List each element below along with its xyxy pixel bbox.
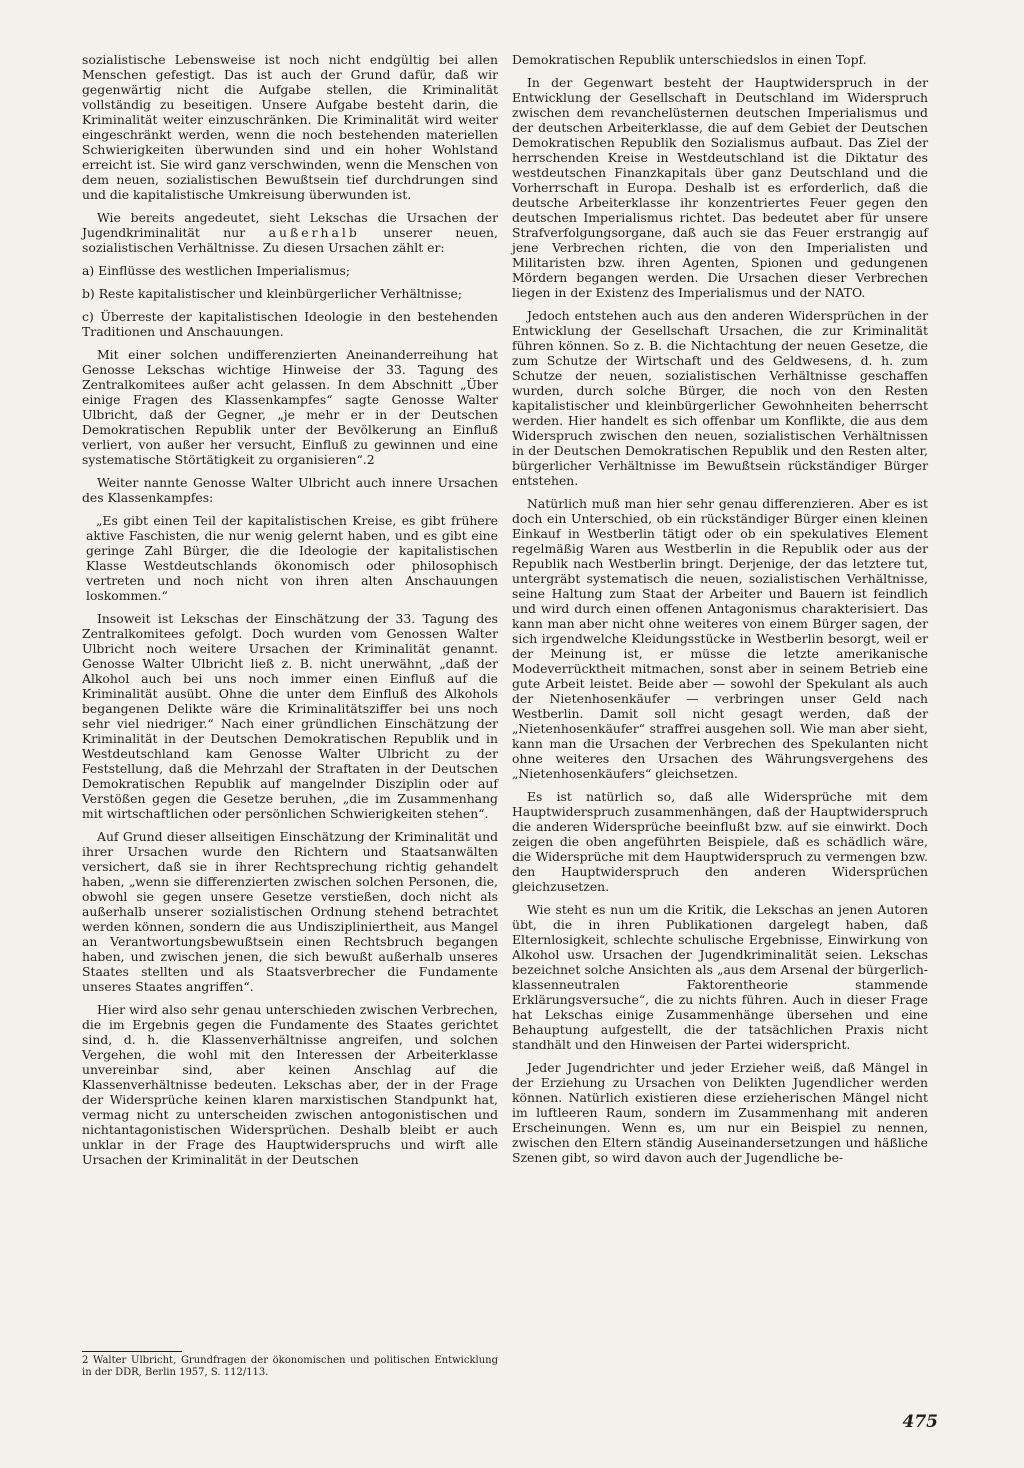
- paragraph: Mit einer solchen undifferenzierten Aneinanderreihung hat Genosse Lekschas wichtige Hinweise der 33. Tagung des Zentralkomitees außer acht gelassen. In dem Abschnitt „Über einige Fragen des Klassenkampfes“ sagte Genosse Walter Ulbricht, daß der Gegner, „je mehr er in der Deutschen Demokratischen Republik unter der Bevölkerung an Einfluß verliert, von außer her versucht, Einfluß zu gewinnen und eine systematische Störtätigkeit zu organisieren“.2: [82, 347, 498, 467]
- paragraph: sozialistische Lebensweise ist noch nicht endgültig bei allen Menschen gefestigt. Das ist auch der Grund dafür, daß wir gegenwärtig nicht die Aufgabe stellen, die Kriminalität vollständig zu beseitigen. Unsere Aufgabe besteht darin, die Kriminalität weiter einzuschränken. Die Kriminalität wird weiter eingeschränkt werden, wenn die noch bestehenden materiellen Schwierigkeiten überwunden sind und ein hoher Wohlstand erreicht ist. Sie wird ganz verschwinden, wenn die Menschen von dem neuen, sozialistischen Bewußtsein tief durchdrungen sind und die kapitalistische Umkreisung überwunden ist.: [82, 52, 498, 202]
- paragraph: In der Gegenwart besteht der Hauptwiderspruch in der Entwicklung der Gesellschaft in Deutschland im Widerspruch zwischen dem revanchelüsternen deutschen Imperialismus und der deutschen Arbeiterklasse, die auf dem Gebiet der Deutschen Demokratischen Republik den Sozialismus aufbaut. Das Ziel der herrschenden Kreise in Westdeutschland ist die Diktatur des westdeutschen Finanzkapitals über ganz Deutschland und die Vorherrschaft in Europa. Deshalb ist es erforderlich, daß die deutsche Arbeiterklasse ihr konzentriertes Feuer gegen den deutschen Imperialismus richtet. Das bedeutet aber für unsere Strafverfolgungsorgane, daß auch sie das Feuer erstrangig auf jene Verbrechen richten, die von den Imperialisten und Militaristen bzw. ihren Agenten, Spionen und gedungenen Mördern begangen werden. Die Ursachen dieser Verbrechen liegen in der Existenz des Imperialismus und der NATO.: [512, 75, 928, 300]
- emphasized-word: außerhalb: [268, 225, 360, 240]
- paragraph: Wie steht es nun um die Kritik, die Lekschas an jenen Autoren übt, die in ihren Publikationen dargelegt haben, daß Elternlosigkeit, schlechte schulische Ergebnisse, Einwirkung von Alkohol usw. Ursachen der Jugendkriminalität seien. Lekschas bezeichnet solche Ansichten als „aus dem Arsenal der bürgerlich-klassenneutralen Faktorentheorie stammende Erklärungsversuche“, die zu nichts führen. Auch in dieser Frage hat Lekschas einige Zusammenhänge übersehen und eine Behauptung aufgestellt, die der tatsächlichen Praxis nicht standhält und den Hinweisen der Partei widerspricht.: [512, 902, 928, 1052]
- list-item: b) Reste kapitalistischer und kleinbürgerlicher Verhältnisse;: [82, 286, 463, 301]
- page-number: 475: [902, 1412, 938, 1432]
- footnote: 2 Walter Ulbricht, Grundfragen der ökonomischen und politischen Entwicklung in der DDR, Berlin 1957, S. 112/113.: [82, 1355, 498, 1378]
- paragraph: Jedoch entstehen auch aus den anderen Widersprüchen in der Entwicklung der Gesellschaft Ursachen, die zur Kriminalität führen können. So z. B. die Nichtachtung der neuen Gesetze, die zum Schutze der Wirtschaft und des Geldwesens, d. h. zum Schutze der neuen, sozialistischen Verhältnisse geschaffen wurden, durch solche Bürger, die noch von den Resten kapitalistischer und kleinbürgerlicher Gewohnheiten beherrscht werden. Hier handelt es sich offenbar um Konflikte, die aus dem Widerspruch zwischen den neuen, sozialistischen Verhältnissen in der Deutschen Demokratischen Republik und den Resten alter, bürgerlicher Verhältnisse im Bewußtsein rückständiger Bürger entstehen.: [512, 308, 928, 488]
- paragraph-text: Wie bereits angedeutet, sieht Lekschas die Ursachen der Jugendkriminalität nur: [82, 210, 498, 240]
- footnote-divider: [82, 1351, 182, 1352]
- paragraph: Jeder Jugendrichter und jeder Erzieher weiß, daß Mängel in der Erziehung zu Ursachen von Delikten Jugendlicher werden können. Natürlich existieren diese erzieherischen Mängel nicht im luftleeren Raum, sondern im Zusammenhang mit anderen Erscheinungen. Wenn es, um nur ein Beispiel zu nennen, zwischen den Eltern ständig Auseinandersetzungen und häßliche Szenen gibt, so wird davon auch der Jugendliche be-: [512, 1060, 928, 1165]
- list-item: a) Einflüsse des westlichen Imperialismus;: [82, 263, 351, 278]
- right-column: [512, 52, 928, 1173]
- paragraph: Demokratischen Republik unterschiedslos in einen Topf.: [512, 52, 867, 67]
- paragraph: Es ist natürlich so, daß alle Widersprüche mit dem Hauptwiderspruch zusammenhängen, daß der Hauptwiderspruch die anderen Widersprüche beeinflußt bzw. auf sie einwirkt. Doch zeigen die oben angeführten Beispiele, daß es schädlich wäre, die Widersprüche mit dem Hauptwiderspruch zu vermengen bzw. den Hauptwiderspruch den anderen Widersprüchen gleichzusetzen.: [512, 789, 928, 894]
- list-item: c) Überreste der kapitalistischen Ideologie in den bestehenden Traditionen und Anschauungen.: [82, 309, 498, 339]
- paragraph: Hier wird also sehr genau unterschieden zwischen Verbrechen, die im Ergebnis gegen die Fundamente des Staates gerichtet sind, d. h. die Klassenverhältnisse angreifen, und solchen Vergehen, die wohl mit den Interessen der Arbeiterklasse unvereinbar sind, aber keinen Anschlag auf die Klassenverhältnisse bedeuten. Lekschas aber, der in der Frage der Widersprüche keinen klaren marxistischen Standpunkt hat, vermag nicht zu unterscheiden zwischen antogonistischen und nichtantagonistischen Widersprüchen. Deshalb bleibt er auch unklar in der Frage des Hauptwiderspruchs und wirft alle Ursachen der Kriminalität in der Deutschen: [82, 1002, 498, 1167]
- paragraph: Auf Grund dieser allseitigen Einschätzung der Kriminalität und ihrer Ursachen wurde den Richtern und Staatsanwälten versichert, daß sie in ihrer Rechtsprechung richtig gehandelt haben, „wenn sie differenzierten zwischen solchen Personen, die, obwohl sie gegen unsere Gesetze verstießen, doch nicht als außerhalb unserer sozialistischen Ordnung stehend betrachtet werden können, sondern die aus Undiszipliniertheit, aus Mangel an Verantwortungsbewußtsein einen Rechtsbruch begangen haben, und zwischen jenen, die sich bewußt außerhalb unseres Staates stellten und als Staatsverbrecher die Fundamente unseres Staates angriffen“.: [82, 829, 498, 994]
- paragraph: Weiter nannte Genosse Walter Ulbricht auch innere Ursachen des Klassenkampfes:: [82, 475, 498, 505]
- paragraph-text: unserer neuen, sozialistischen Verhältnisse. Zu diesen Ursachen zählt er:: [82, 225, 498, 255]
- paragraph: Natürlich muß man hier sehr genau differenzieren. Aber es ist doch ein Unterschied, ob ein rückständiger Bürger einen kleinen Einkauf in Westberlin tätigt oder ob ein spekulatives Element regelmäßig Waren aus Westberlin in die Republik oder aus der Republik nach Westberlin bringt. Derjenige, der das letztere tut, untergräbt systematisch die neuen, sozialistischen Verhältnisse, seine Haltung zum Staat der Arbeiter und Bauern ist feindlich und wird durch einen offenen Antagonismus charakterisiert. Das kann man aber nicht ohne weiteres von einem Bürger sagen, der sich irgendwelche Kleidungsstücke in Westberlin besorgt, weil er der Meinung ist, er müsse die letzte amerikanische Modeverrücktheit mitmachen, sonst aber in seinem Betrieb eine gute Arbeit leistet. Beide aber — sowohl der Spekulant als auch der Nietenhosenkäufer — verbringen unser Geld nach Westberlin. Damit soll nicht gesagt werden, daß der „Nietenhosenkäufer“ straffrei ausgehen soll. Wie man aber sieht, kann man die Ursachen der Verbrechen des Spekulanten nicht ohne weiteres den Ursachen des Währungsvergehens des „Nietenhosenkäufers“ gleichsetzen.: [512, 496, 928, 781]
- block-quote: „Es gibt einen Teil der kapitalistischen Kreise, es gibt frühere aktive Faschisten, die nur wenig gelernt haben, und es gibt eine geringe Zahl Bürger, die die Ideologie der kapitalistischen Klasse Westdeutschlands ökonomisch oder philosophisch vertreten und noch nicht von ihren alten Anschauungen loskommen.“: [86, 513, 498, 603]
- paragraph: [82, 210, 498, 255]
- left-column: [82, 52, 498, 1175]
- paragraph: Insoweit ist Lekschas der Einschätzung der 33. Tagung des Zentralkomitees gefolgt. Doch wurden vom Genossen Walter Ulbricht noch weitere Ursachen der Kriminalität genannt. Genosse Walter Ulbricht ließ z. B. nicht unerwähnt, „daß der Alkohol auch bei uns noch immer einen Einfluß auf die Kriminalität ausübt. Ohne die unter dem Einfluß des Alkohols begangenen Delikte wäre die Kriminalitätsziffer bei uns noch sehr viel niedriger.“ Nach einer gründlichen Einschätzung der Kriminalität in der Deutschen Demokratischen Republik und in Westdeutschland kam Genosse Walter Ulbricht zu der Feststellung, daß die Mehrzahl der Straftaten in der Deutschen Demokratischen Republik auf mangelnder Disziplin oder auf Verstößen gegen die Gesetze beruhen, „die im Zusammenhang mit wirtschaftlichen oder persönlichen Schwierigkeiten stehen“.: [82, 611, 498, 821]
